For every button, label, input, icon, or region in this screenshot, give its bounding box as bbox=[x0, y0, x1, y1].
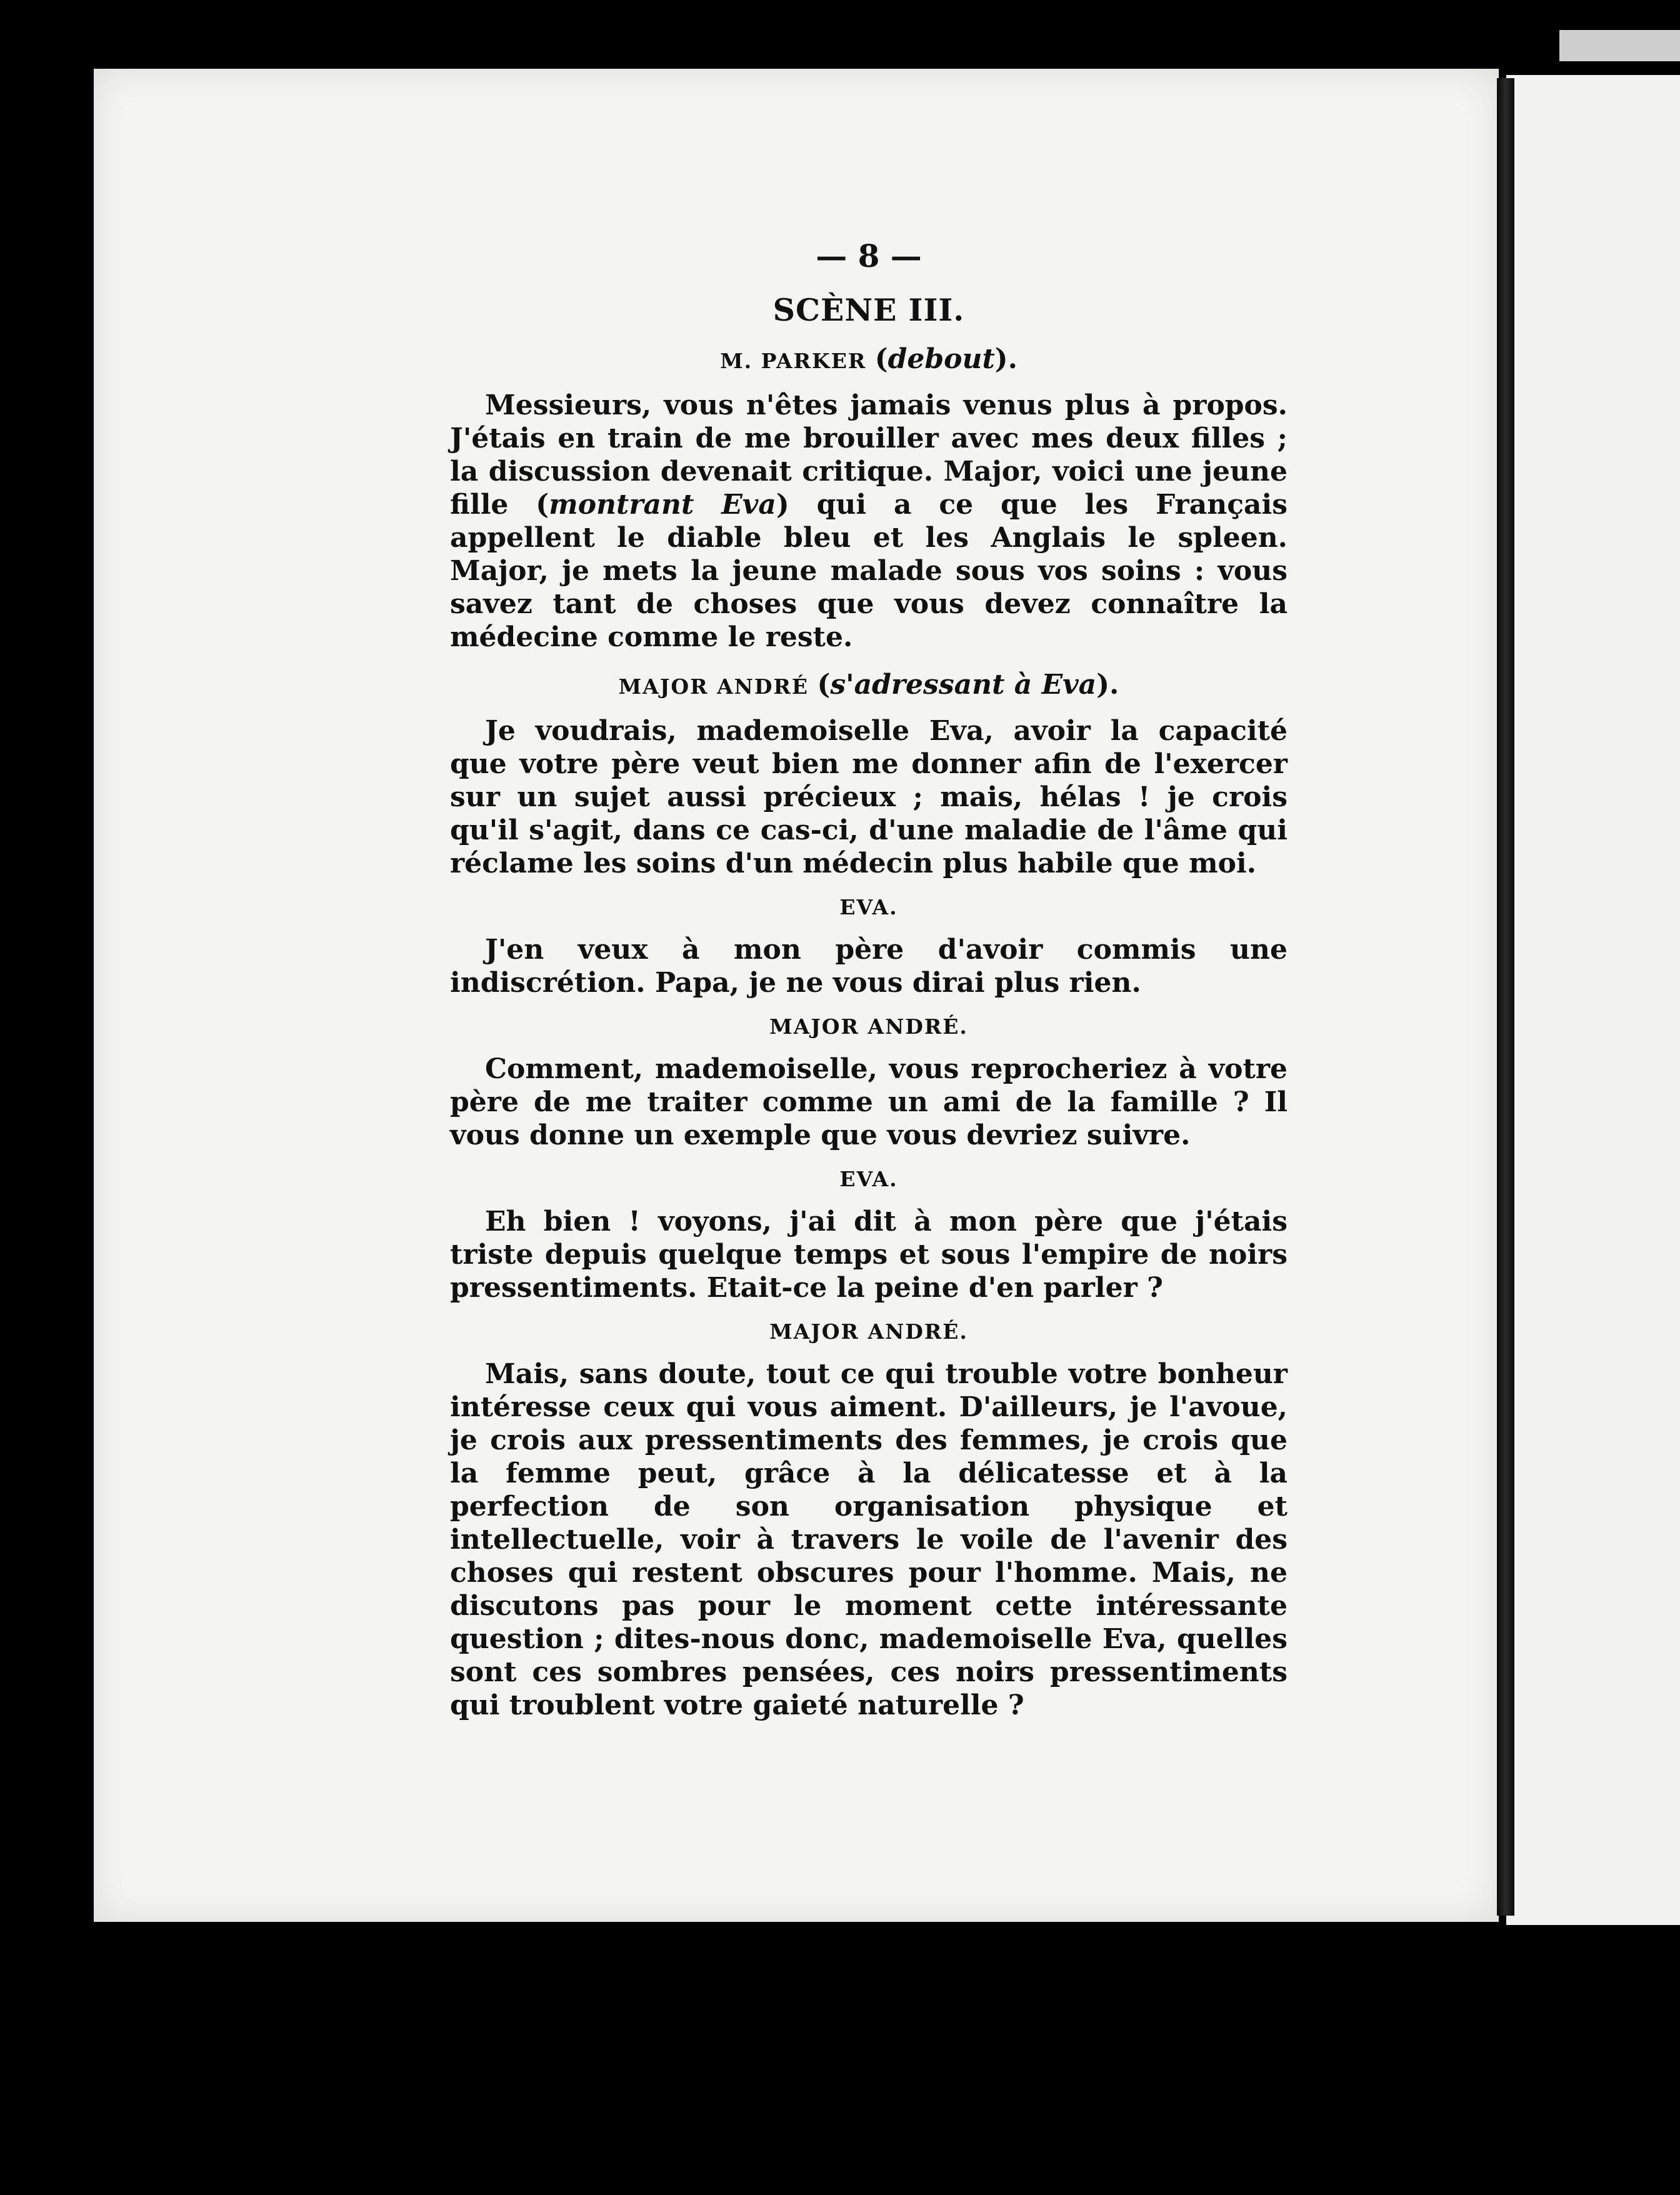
stage-direction: debout bbox=[888, 343, 995, 375]
page-text-column bbox=[450, 238, 1288, 1722]
stage-direction: s'adressant à Eva bbox=[830, 669, 1097, 701]
book-spine bbox=[1497, 78, 1514, 1916]
dialogue-paragraph: Je voudrais, mademoiselle Eva, avoir la capacité que votre père veut bien me donner afin de l'exercer sur un sujet aussi précieux ; mais, hélas ! je crois qu'il s'agit, dans ce cas-ci, d'une maladie de l'âme qui réclame les soins d'un médecin plus habile que moi. bbox=[450, 715, 1288, 879]
scene-title: SCÈNE III. bbox=[772, 292, 965, 328]
dialogue-paragraph: Comment, mademoiselle, vous reprocheriez à votre père de me traiter comme un ami de la famille ? Il vous donne un exemple que vous devriez suivre. bbox=[450, 1053, 1288, 1151]
inline-stage-direction: montrant Eva bbox=[549, 489, 776, 521]
facing-page-edge bbox=[1506, 75, 1680, 1925]
speaker-heading: MAJOR ANDRÉ. bbox=[769, 1319, 968, 1344]
dialogue-paragraph: Mais, sans doute, tout ce qui trouble votre bonheur intéresse ceux qui vous aiment. D'ailleurs, je l'avoue, je crois aux pressentiments des femmes, je crois que la femme peut, grâce à la délicatesse et à la perfection de son organisation physique et intellectuelle, voir à travers le voile de l'avenir des choses qui restent obscures pour l'homme. Mais, ne discutons pas pour le moment cette intéressante question ; dites-nous donc, mademoiselle Eva, quelles sont ces sombres pensées, ces noirs pressentiments qui troublent votre gaieté naturelle ? bbox=[450, 1358, 1288, 1721]
speaker-name: MAJOR ANDRÉ bbox=[618, 674, 809, 699]
speaker-name: M. PARKER bbox=[720, 349, 867, 373]
speaker-heading: MAJOR ANDRÉ (s'adressant à Eva). bbox=[618, 669, 1119, 701]
speaker-heading: EVA. bbox=[839, 895, 898, 919]
page-number: — 8 — bbox=[816, 238, 922, 274]
dialogue-paragraph: J'en veux à mon père d'avoir commis une indiscrétion. Papa, je ne vous dirai plus rien. bbox=[450, 934, 1288, 999]
dialogue-paragraph: Messieurs, vous n'êtes jamais venus plus à propos. J'étais en train de me brouiller avec mes deux filles ; la discussion devenait critique. Major, voici une jeune fille (montrant Eva) qui a ce que les Français appellent le diable bleu et les Anglais le spleen. Major, je mets la jeune malade sous vos soins : vous savez tant de choses que vous devez connaître la médecine comme le reste. bbox=[450, 389, 1288, 653]
speaker-heading: M. PARKER (debout). bbox=[720, 343, 1018, 375]
dialogue-paragraph: Eh bien ! voyons, j'ai dit à mon père que j'étais triste depuis quelque temps et sous l'empire de noirs pressentiments. Etait-ce la peine d'en parler ? bbox=[450, 1206, 1288, 1304]
speaker-heading: EVA. bbox=[839, 1167, 898, 1191]
scan-edge-strip bbox=[1559, 30, 1680, 61]
speaker-heading: MAJOR ANDRÉ. bbox=[769, 1014, 968, 1039]
